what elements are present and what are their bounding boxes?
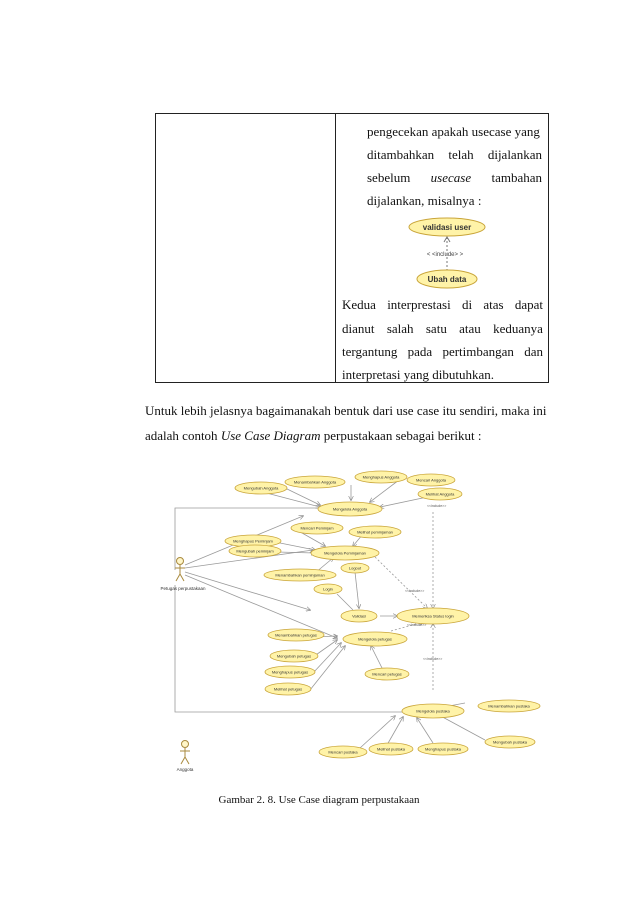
usecase-melihat-petugas (265, 683, 311, 695)
usecase-mencari-pustaka (319, 746, 367, 758)
usecase-memeriksa-status-login (397, 608, 469, 624)
svg-text:Mengubah petugas: Mengubah petugas (276, 653, 312, 659)
svg-text:Mencari pustaka: Mencari pustaka (328, 749, 358, 755)
svg-text:Login: Login (323, 586, 333, 592)
usecase-melihat-anggota (418, 488, 462, 500)
usecase-mengubah-pustaka (485, 736, 535, 748)
usecase-mengubah-anggota (235, 482, 287, 494)
actor-anggota-label: Anggota (176, 767, 194, 772)
usecase-menambahkan-anggota (285, 476, 345, 488)
figure-caption: Gambar 2. 8. Use Case diagram perpustakaan (218, 794, 420, 806)
interpretation-line-1: Kedua interprestasi di atas dapat (342, 297, 543, 312)
interpretation-line-4: interpretasi yang dibutuhkan. (342, 367, 494, 382)
svg-text:Menambahkan petugas: Menambahkan petugas (275, 632, 317, 638)
svg-text:Menambahkan pustaka: Menambahkan pustaka (488, 703, 530, 709)
usecase-mengelola-anggota (318, 502, 382, 516)
svg-text:Mencari petugas: Mencari petugas (372, 671, 402, 677)
usecase-mencari-anggota (407, 474, 455, 486)
svg-text:Menghapus pustaka: Menghapus pustaka (424, 746, 462, 752)
svg-text:Mencari Peminjam: Mencari Peminjam (300, 525, 334, 531)
table-column-divider (335, 113, 336, 383)
usecase-mencari-petugas (365, 668, 409, 680)
svg-text:Mengubah peminjam: Mengubah peminjam (236, 548, 274, 554)
svg-text:Menambahkan peminjaman: Menambahkan peminjaman (275, 572, 325, 578)
usecase-login (314, 584, 342, 594)
include-label-2: <<include>> (407, 623, 427, 627)
library-usecase-diagram (160, 460, 565, 785)
usecase-menambahkan-petugas (268, 629, 324, 641)
interpretation-line-3: tergantung pada pertimbangan dan (342, 344, 543, 359)
usecase-menghapus-pustaka (418, 743, 468, 755)
usecase-melihat-pustaka (369, 743, 413, 755)
svg-text:Mengelola Anggota: Mengelola Anggota (332, 506, 368, 512)
usecase-mengubah-peminjam (229, 545, 281, 557)
usecase-mengelola-petugas (343, 632, 407, 646)
usecase-mengubah-petugas (270, 650, 318, 662)
svg-text:Menghapus petugas: Menghapus petugas (271, 669, 309, 675)
usecase-mengelola-pustaka (402, 704, 464, 718)
svg-text:Mengubah Anggota: Mengubah Anggota (243, 485, 279, 491)
usecase-menghapus-petugas (265, 666, 315, 678)
table-cell-line-4: dijalankan, misalnya : (367, 193, 482, 208)
interpretation-line-2: dianut salah satu atau keduanya (342, 321, 543, 336)
svg-text:Logout: Logout (348, 565, 362, 571)
actor-petugas-icon (175, 558, 185, 582)
actor-petugas-label: Petugas perpustakaan (160, 586, 206, 591)
usecase-validasi (341, 610, 377, 622)
svg-text:Melihat peminjaman: Melihat peminjaman (357, 529, 393, 535)
include-label: < <include> > (426, 252, 464, 258)
usecase-validasi-user: validasi user (422, 223, 472, 232)
svg-text:Mengelola pustaka: Mengelola pustaka (416, 708, 450, 714)
svg-text:Memeriksa Status login: Memeriksa Status login (412, 613, 454, 619)
table-cell-line-3: sebelum usecase tambahan (367, 170, 542, 185)
usecase-logout (341, 563, 369, 573)
table-cell-line-2: ditambahkan telah dijalankan (367, 147, 542, 162)
svg-text:Mengelola petugas: Mengelola petugas (358, 636, 392, 642)
paragraph-line-1: Untuk lebih jelasnya bagaimanakah bentuk dari use case itu sendiri, maka ini (145, 403, 547, 418)
svg-text:Menambahkan Anggota: Menambahkan Anggota (293, 479, 337, 485)
usecase-mengelola-peminjaman (311, 546, 379, 560)
include-label-1: <<include>> (405, 589, 425, 593)
include-label-4: <<include>> (427, 504, 447, 508)
svg-text:Validasi: Validasi (352, 613, 366, 619)
table-cell-line-1: pengecekan apakah usecase yang (367, 124, 540, 139)
include-label-3: <<include>> (423, 657, 443, 661)
usecase-menambahkan-peminjaman (264, 569, 336, 581)
usecase-menambahkan-pustaka (478, 700, 540, 712)
include-example-diagram (395, 215, 505, 290)
svg-text:Melihat petugas: Melihat petugas (273, 686, 303, 692)
usecase-ubah-data: Ubah data (427, 275, 467, 284)
svg-text:Mengubah pustaka: Mengubah pustaka (492, 739, 528, 745)
svg-text:Melihat pustaka: Melihat pustaka (376, 746, 406, 752)
svg-text:Menghapus Anggota: Menghapus Anggota (362, 474, 400, 480)
actor-anggota-icon (180, 741, 190, 765)
svg-text:Mencari Anggota: Mencari Anggota (415, 477, 447, 483)
svg-text:Melihat Anggota: Melihat Anggota (425, 491, 455, 497)
usecase-melihat-peminjaman (349, 526, 401, 538)
usecase-menghapus-anggota (355, 471, 407, 483)
svg-text:Mengelola Peminjaman: Mengelola Peminjaman (324, 550, 366, 556)
usecase-mencari-peminjam (291, 522, 343, 534)
paragraph-line-2: adalah contoh Use Case Diagram perpustakaan sebagai berikut : (145, 428, 482, 443)
svg-text:Menghapus Peminjam: Menghapus Peminjam (233, 538, 273, 544)
